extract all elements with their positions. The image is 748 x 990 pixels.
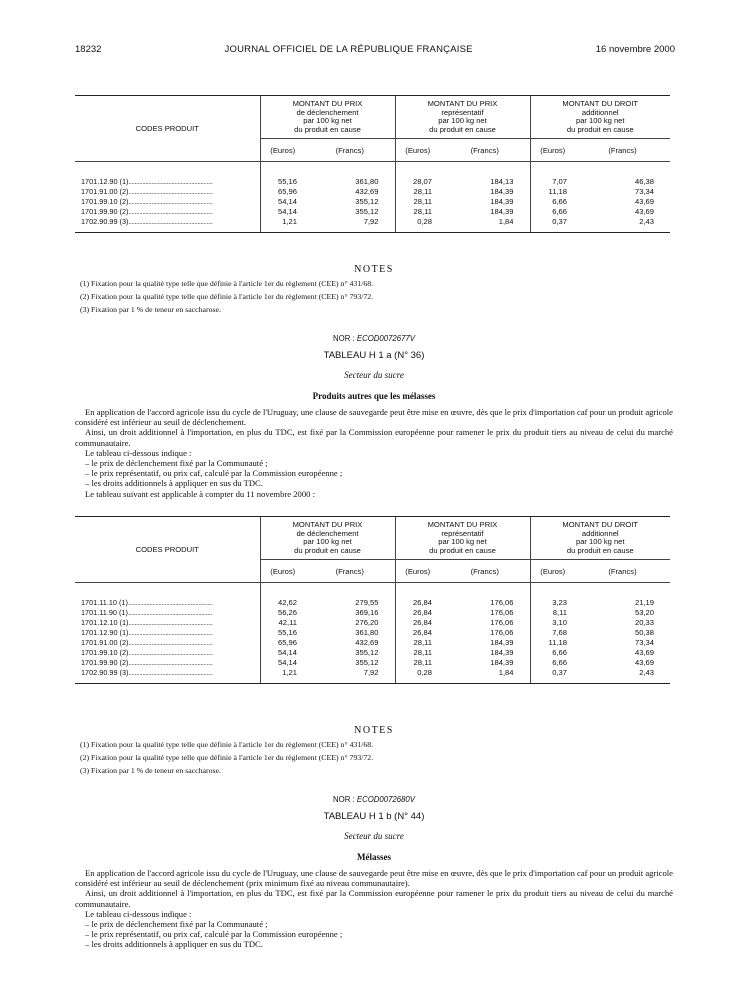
- euros-label: (Euros): [530, 560, 575, 583]
- francs-label: (Francs): [440, 139, 530, 162]
- list-item: – le prix représentatif, ou prix caf, calculé par la Commission européenne ;: [85, 468, 343, 479]
- product-code: 1701.12.10 (1).......................................................: [81, 617, 213, 627]
- euros-label: (Euros): [395, 560, 440, 583]
- page-number: 18232: [75, 44, 102, 55]
- paragraph: En application de l'accord agricole issu du cycle de l'Uruguay, une clause de sauvegarde peut être mise en œuvre, dès que le prix d'importation caf pour un produit agricole considéré est inférieur au seuil de déclenchement (prix minimum fixé au niveau communautaire).: [75, 868, 673, 889]
- representative-price-euros: 28,11: [395, 657, 440, 667]
- additional-duty-euros: 6,66: [530, 647, 575, 657]
- representative-price-francs: 176,06: [490, 627, 514, 637]
- additional-duty-francs: 43,69: [634, 647, 654, 657]
- trigger-price-euros: 42,11: [260, 617, 305, 627]
- table-row: [75, 617, 670, 627]
- representative-price-francs: 1,84: [440, 667, 530, 684]
- trigger-price-francs: 7,92: [305, 216, 395, 233]
- representative-price-francs: 1,84: [440, 216, 530, 233]
- product-code: 1701.91.00 (2).......................................................: [81, 186, 213, 196]
- product-code: 1701.91.00 (2).......................................................: [81, 637, 213, 647]
- trigger-price-euros: 65,96: [260, 186, 305, 196]
- trigger-price-header: MONTANT DU PRIX de déclenchement par 100 kg net du produit en cause: [260, 517, 395, 560]
- list-item: – le prix de déclenchement fixé par la Communauté ;: [85, 458, 268, 469]
- additional-duty-euros: 7,07: [530, 176, 575, 186]
- product-code: 1701.11.90 (1).......................................................: [81, 607, 212, 617]
- paragraph: Le tableau ci-dessous indique :: [85, 447, 192, 458]
- representative-price-euros: 28,11: [395, 647, 440, 657]
- note-item: (1) Fixation pour la qualité type telle que définie à l'article 1er du règlement (CEE) n° 431/68.: [80, 740, 374, 749]
- additional-duty-euros: 0,37: [530, 216, 575, 233]
- additional-duty-euros: 6,66: [530, 657, 575, 667]
- additional-duty-euros: 6,66: [530, 206, 575, 216]
- table-row: [75, 607, 670, 617]
- trigger-price-francs: 432,69: [355, 186, 379, 196]
- product-heading: Produits autres que les mélasses: [312, 391, 436, 401]
- table-row: [75, 176, 670, 186]
- note-item: (3) Fixation par 1 % de teneur en saccharose.: [80, 766, 221, 775]
- additional-duty-francs: 53,20: [634, 607, 654, 617]
- additional-duty-francs: 2,43: [575, 216, 670, 233]
- additional-duty-euros: 11,18: [530, 186, 575, 196]
- table-row: [75, 206, 670, 216]
- euros-label: (Euros): [530, 139, 575, 162]
- representative-price-header: MONTANT DU PRIX représentatif par 100 kg net du produit en cause: [395, 96, 530, 139]
- trigger-price-francs: 7,92: [305, 667, 395, 684]
- notes-title: NOTES: [354, 725, 394, 736]
- paragraph: En application de l'accord agricole issu du cycle de l'Uruguay, une clause de sauvegarde peut être mise en œuvre, dès que le prix d'importation caf pour un produit agricole considéré est inférieur au seuil de déclenchement.: [75, 407, 673, 428]
- trigger-price-francs: 276,20: [355, 617, 379, 627]
- trigger-price-francs: 369,16: [355, 607, 379, 617]
- francs-label: (Francs): [575, 139, 670, 162]
- trigger-price-euros: 54,14: [260, 206, 305, 216]
- codes-header: CODES PRODUIT: [75, 96, 260, 162]
- note-item: (2) Fixation pour la qualité type telle que définie à l'article 1er du règlement (CEE) n° 793/72.: [80, 753, 374, 762]
- table-row: [75, 647, 670, 657]
- additional-duty-francs: 73,34: [634, 637, 654, 647]
- trigger-price-euros: 56,26: [260, 607, 305, 617]
- representative-price-euros: 28,07: [395, 176, 440, 186]
- trigger-price-francs: 279,55: [355, 597, 379, 607]
- note-item: (2) Fixation pour la qualité type telle que définie à l'article 1er du règlement (CEE) n° 793/72.: [80, 292, 374, 301]
- trigger-price-euros: 1,21: [260, 667, 305, 684]
- trigger-price-euros: 54,14: [260, 657, 305, 667]
- francs-label: (Francs): [440, 560, 530, 583]
- euros-label: (Euros): [260, 139, 305, 162]
- paragraph: Le tableau ci-dessous indique :: [85, 908, 192, 919]
- additional-duty-francs: 2,43: [575, 667, 670, 684]
- representative-price-francs: 184,39: [490, 637, 514, 647]
- trigger-price-euros: 42,62: [260, 597, 305, 607]
- table-row: [75, 597, 670, 607]
- additional-duty-francs: 43,69: [634, 196, 654, 206]
- nor-code: ECOD0072680V: [356, 795, 415, 804]
- representative-price-francs: 184,39: [490, 647, 514, 657]
- representative-price-francs: 176,06: [490, 607, 514, 617]
- francs-label: (Francs): [305, 560, 395, 583]
- trigger-price-euros: 1,21: [260, 216, 305, 233]
- additional-duty-francs: 46,38: [634, 176, 654, 186]
- product-code: 1702.90.99 (3).......................................................: [75, 216, 260, 233]
- representative-price-francs: 176,06: [490, 597, 514, 607]
- euros-label: (Euros): [260, 560, 305, 583]
- product-code: 1701.12.90 (1).......................................................: [81, 627, 213, 637]
- representative-price-francs: 176,06: [490, 617, 514, 627]
- representative-price-euros: 26,84: [395, 607, 440, 617]
- trigger-price-francs: 355,12: [355, 196, 379, 206]
- notes-list: [80, 738, 373, 777]
- representative-price-euros: 0,28: [395, 216, 440, 233]
- representative-price-euros: 26,84: [395, 627, 440, 637]
- paragraph: Le tableau suivant est applicable à compter du 11 novembre 2000 :: [85, 488, 315, 499]
- list-item: – le prix de déclenchement fixé par la Communauté ;: [85, 919, 268, 930]
- representative-price-euros: 26,84: [395, 617, 440, 627]
- trigger-price-euros: 54,14: [260, 647, 305, 657]
- representative-price-francs: 184,39: [490, 186, 514, 196]
- note-item: (1) Fixation pour la qualité type telle que définie à l'article 1er du règlement (CEE) n° 431/68.: [80, 279, 374, 288]
- additional-duty-francs: 21,19: [634, 597, 654, 607]
- additional-duty-euros: 6,66: [530, 196, 575, 206]
- product-code: 1701.99.90 (2).......................................................: [81, 206, 213, 216]
- table-row: [75, 627, 670, 637]
- list-item: – les droits additionnels à appliquer en sus du TDC.: [85, 478, 263, 489]
- trigger-price-francs: 361,80: [355, 176, 379, 186]
- table-row: [75, 657, 670, 667]
- representative-price-francs: 184,39: [490, 196, 514, 206]
- trigger-price-header: MONTANT DU PRIX de déclenchement par 100 kg net du produit en cause: [260, 96, 395, 139]
- trigger-price-francs: 432,69: [355, 637, 379, 647]
- intro-text: [75, 407, 673, 499]
- additional-duty-euros: 11,18: [530, 637, 575, 647]
- representative-price-header: MONTANT DU PRIX représentatif par 100 kg net du produit en cause: [395, 517, 530, 560]
- product-code: 1701.99.90 (2).......................................................: [81, 657, 213, 667]
- codes-header: CODES PRODUIT: [75, 517, 260, 583]
- trigger-price-euros: 54,14: [260, 196, 305, 206]
- sector-label: Secteur du sucre: [344, 370, 404, 380]
- paragraph: Ainsi, un droit additionnel à l'importation, en plus du TDC, est fixé par la Commission européenne pour ramener le prix du produit tiers au niveau de celui du marché communautaire.: [75, 427, 673, 448]
- nor-reference: NOR : ECOD0072677V: [333, 334, 415, 343]
- notes-list: [80, 277, 373, 316]
- price-table-2: [75, 516, 670, 684]
- trigger-price-euros: 55,16: [260, 176, 305, 186]
- representative-price-euros: 0,28: [395, 667, 440, 684]
- page-header: [75, 44, 675, 55]
- additional-duty-header: MONTANT DU DROIT additionnel par 100 kg net du produit en cause: [530, 517, 670, 560]
- table-row: [75, 667, 670, 684]
- trigger-price-francs: 361,80: [355, 627, 379, 637]
- additional-duty-francs: 20,33: [634, 617, 654, 627]
- publication-date: 16 novembre 2000: [595, 44, 675, 55]
- representative-price-euros: 28,11: [395, 206, 440, 216]
- note-item: (3) Fixation par 1 % de teneur en saccharose.: [80, 305, 221, 314]
- table-row: [75, 186, 670, 196]
- price-table-1: [75, 95, 670, 233]
- representative-price-francs: 184,39: [490, 206, 514, 216]
- trigger-price-francs: 355,12: [355, 206, 379, 216]
- product-code: 1701.99.10 (2).......................................................: [81, 196, 213, 206]
- nor-reference: NOR : ECOD0072680V: [333, 795, 415, 804]
- additional-duty-francs: 43,69: [634, 206, 654, 216]
- journal-title: JOURNAL OFFICIEL DE LA RÉPUBLIQUE FRANÇAISE: [224, 44, 473, 55]
- additional-duty-francs: 43,69: [634, 657, 654, 667]
- product-code: 1702.90.99 (3).......................................................: [75, 667, 260, 684]
- trigger-price-francs: 355,12: [355, 657, 379, 667]
- representative-price-euros: 26,84: [395, 597, 440, 607]
- additional-duty-francs: 73,34: [634, 186, 654, 196]
- product-code: 1701.99.10 (2).......................................................: [81, 647, 213, 657]
- additional-duty-euros: 8,11: [530, 607, 575, 617]
- product-heading: Mélasses: [357, 852, 391, 862]
- representative-price-euros: 28,11: [395, 637, 440, 647]
- sector-label: Secteur du sucre: [344, 831, 404, 841]
- table-title: TABLEAU H 1 b (N° 44): [323, 811, 425, 822]
- francs-label: (Francs): [575, 560, 670, 583]
- product-code: 1701.12.90 (1).......................................................: [81, 176, 213, 186]
- representative-price-francs: 184,39: [490, 657, 514, 667]
- table-row: [75, 637, 670, 647]
- additional-duty-euros: 7,68: [530, 627, 575, 637]
- trigger-price-euros: 65,96: [260, 637, 305, 647]
- table-row: [75, 196, 670, 206]
- list-item: – le prix représentatif, ou prix caf, calculé par la Commission européenne ;: [85, 929, 343, 940]
- euros-label: (Euros): [395, 139, 440, 162]
- table-row: [75, 216, 670, 233]
- additional-duty-euros: 0,37: [530, 667, 575, 684]
- intro-text: [75, 868, 673, 950]
- paragraph: Ainsi, un droit additionnel à l'importation, en plus du TDC, est fixé par la Commission européenne pour ramener le prix du produit tiers au niveau de celui du marché communautaire.: [75, 888, 673, 909]
- trigger-price-euros: 55,16: [260, 627, 305, 637]
- additional-duty-euros: 3,10: [530, 617, 575, 627]
- table-title: TABLEAU H 1 a (N° 36): [323, 350, 425, 361]
- representative-price-francs: 184,13: [490, 176, 514, 186]
- representative-price-euros: 28,11: [395, 186, 440, 196]
- additional-duty-euros: 3,23: [530, 597, 575, 607]
- representative-price-euros: 28,11: [395, 196, 440, 206]
- list-item: – les droits additionnels à appliquer en sus du TDC.: [85, 939, 263, 950]
- trigger-price-francs: 355,12: [355, 647, 379, 657]
- additional-duty-francs: 50,38: [634, 627, 654, 637]
- notes-title: NOTES: [354, 264, 394, 275]
- francs-label: (Francs): [305, 139, 395, 162]
- product-code: 1701.11.10 (1).......................................................: [81, 597, 212, 607]
- additional-duty-header: MONTANT DU DROIT additionnel par 100 kg net du produit en cause: [530, 96, 670, 139]
- nor-code: ECOD0072677V: [356, 334, 415, 343]
